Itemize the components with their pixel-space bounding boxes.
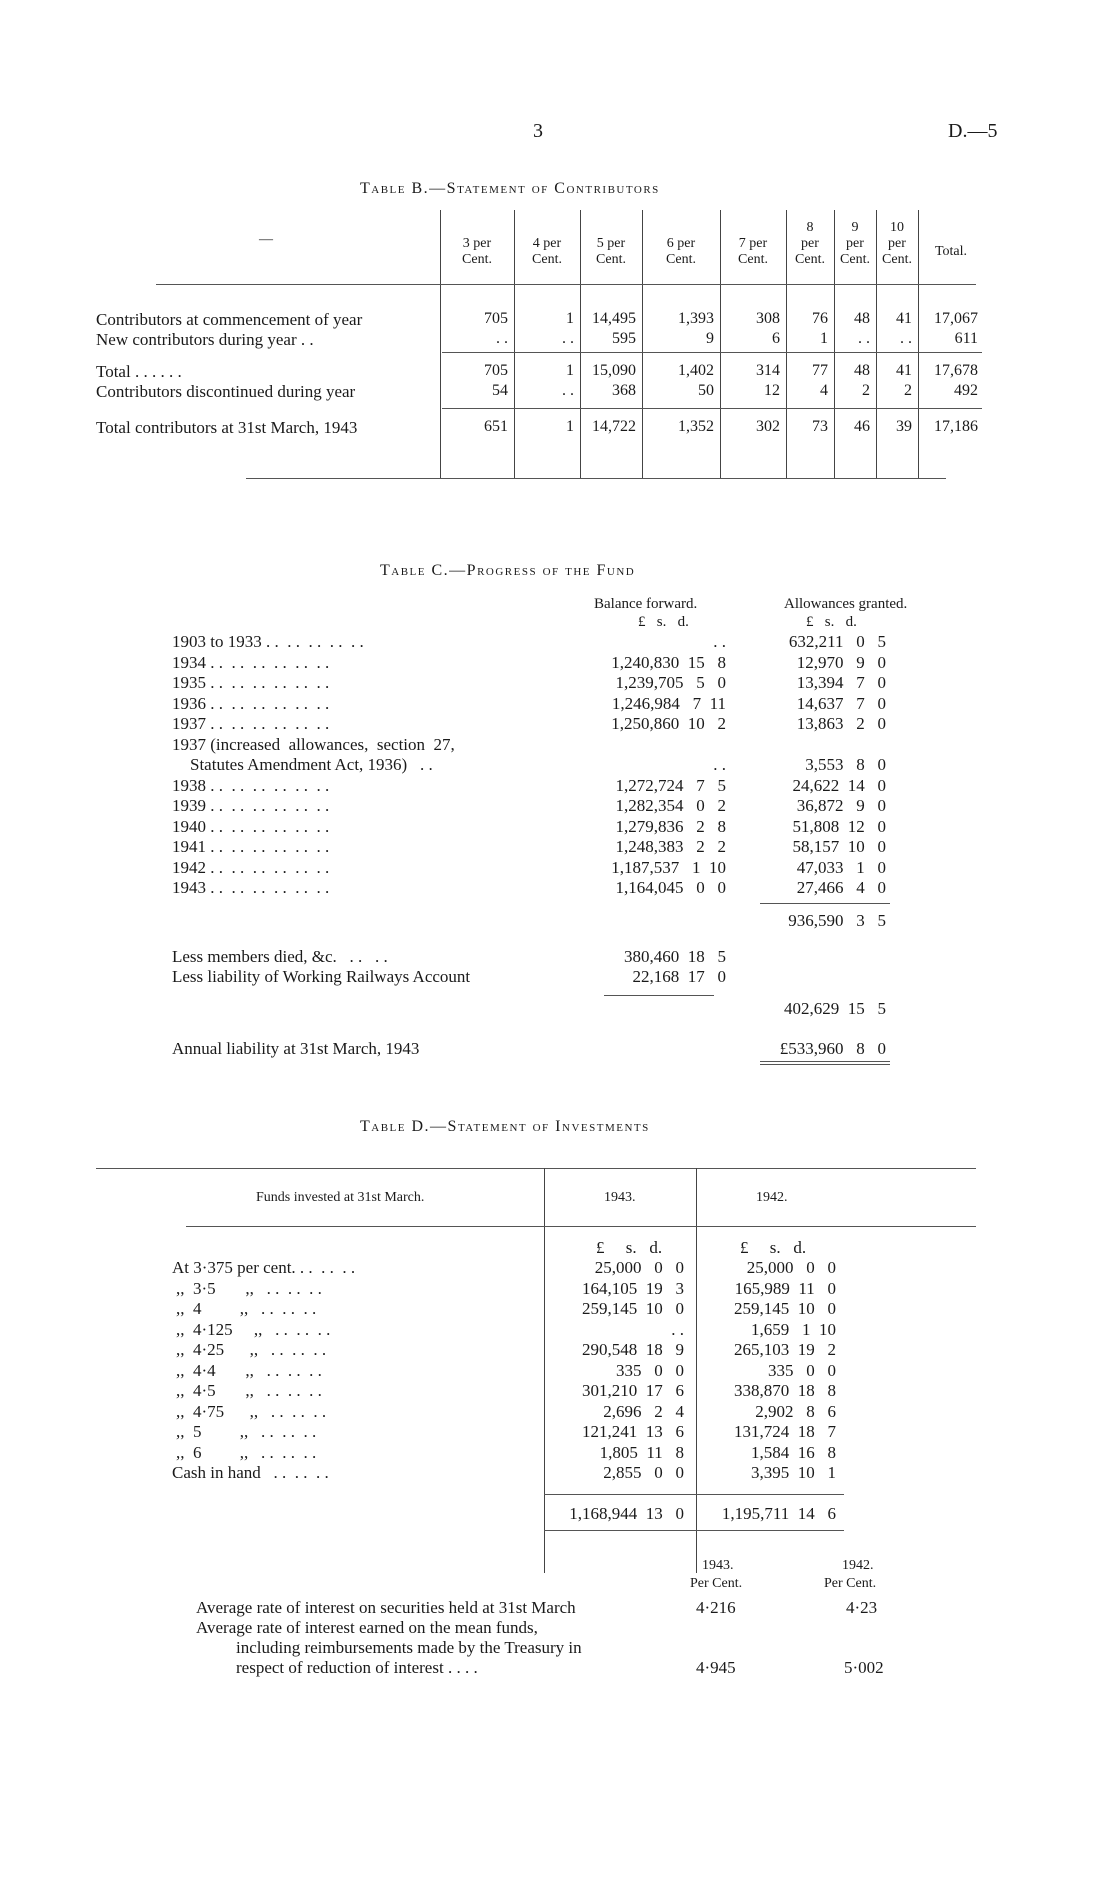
rate-mean-funds-line-2: including reimbursements made by the Treasury in bbox=[236, 1638, 582, 1657]
rates-unit-1943: Per Cent. bbox=[690, 1576, 743, 1591]
table-d-row-label: Cash in hand . . . . . . bbox=[172, 1463, 329, 1482]
table-b-cell: 4 bbox=[820, 382, 828, 399]
table-b-cell: 1,352 bbox=[678, 418, 714, 435]
table-c-allowance-value: 3,553 8 0 bbox=[805, 755, 886, 774]
table-d-year-1942: 1942. bbox=[756, 1190, 788, 1205]
table-d-row-label: ,, 5 ,, . . . . . . bbox=[176, 1422, 317, 1441]
table-c-balance-value: 1,279,836 2 8 bbox=[615, 816, 726, 836]
table-b-total-rule bbox=[442, 408, 982, 409]
table-d-row-label: ,, 4·4 ,, . . . . . . bbox=[176, 1360, 322, 1380]
table-c-title: Table C.—Progress of the Fund bbox=[380, 562, 636, 579]
table-c-balance-value: 1,248,383 2 2 bbox=[615, 837, 726, 856]
table-b-cell: 611 bbox=[954, 330, 978, 347]
table-b-row-label: Total . . . . . . bbox=[96, 362, 182, 381]
table-b-bottom-rule bbox=[246, 478, 946, 479]
table-b-column-header: 6 per Cent. bbox=[666, 236, 696, 267]
table-d-row-label: ,, 4·5 ,, . . . . . . bbox=[176, 1381, 322, 1400]
table-b-cell: 14,722 bbox=[592, 418, 636, 435]
table-b-cell: 77 bbox=[812, 362, 828, 379]
table-b-column-header: 3 per Cent. bbox=[462, 236, 492, 267]
table-d-value-1942: 131,724 18 7 bbox=[734, 1422, 836, 1441]
table-d-row-label: ,, 3·5 ,, . . . . . . bbox=[176, 1278, 322, 1298]
table-d-value-1942: 25,000 0 0 bbox=[746, 1258, 836, 1277]
table-b-cell: 651 bbox=[484, 418, 508, 435]
table-d-row-label: ,, 4·25 ,, . . . . . . bbox=[176, 1340, 327, 1359]
table-c-balance-value: 1,187,537 1 10 bbox=[611, 857, 726, 877]
table-b-cell: 1,393 bbox=[678, 310, 714, 327]
table-c-less-label: Less members died, &c. . . . . bbox=[172, 946, 388, 966]
table-c bbox=[172, 594, 952, 1064]
table-b-cell: 1 bbox=[566, 418, 574, 435]
rate-securities-1943: 4·216 bbox=[696, 1598, 736, 1617]
table-b-cell: 368 bbox=[612, 382, 636, 399]
table-b-cell: 705 bbox=[484, 310, 508, 327]
rate-securities-label: Average rate of interest on securities held at 31st March bbox=[196, 1598, 576, 1617]
table-d-value-1943: 2,696 2 4 bbox=[603, 1401, 684, 1421]
table-c-less-value: 22,168 17 0 bbox=[632, 966, 726, 986]
table-b-cell: 41 bbox=[896, 310, 912, 327]
table-d-value-1943: 2,855 0 0 bbox=[603, 1463, 684, 1482]
rates-unit-1942: Per Cent. bbox=[824, 1576, 877, 1591]
table-c-row-label: 1935 . . . . . . . . . . . . bbox=[172, 673, 330, 692]
table-d-value-1942: 1,659 1 10 bbox=[751, 1319, 836, 1339]
table-b-cell: 76 bbox=[812, 310, 828, 327]
table-b-column-header: 8 per Cent. bbox=[795, 220, 825, 267]
table-d-row-label: ,, 4·75 ,, . . . . . . bbox=[176, 1401, 327, 1421]
table-d-value-1943: 290,548 18 9 bbox=[582, 1340, 684, 1359]
table-c-row-label: 1937 (increased allowances, section 27, bbox=[172, 734, 455, 754]
table-b-column-header: 7 per Cent. bbox=[738, 236, 768, 267]
table-d-header-label: Funds invested at 31st March. bbox=[256, 1190, 425, 1205]
table-c-row-label: 1943 . . . . . . . . . . . . bbox=[172, 878, 330, 897]
table-c-annual-rule-1 bbox=[760, 1061, 890, 1062]
table-c-allowance-rule bbox=[760, 903, 890, 904]
table-b-cell: 41 bbox=[896, 362, 912, 379]
table-d-value-1942: 259,145 10 0 bbox=[734, 1299, 836, 1318]
table-b-column-header: 4 per Cent. bbox=[532, 236, 562, 267]
table-b-column-header: Total. bbox=[934, 244, 968, 259]
table-b-cell: 50 bbox=[698, 382, 714, 399]
table-d-units-1942: £ s. d. bbox=[740, 1238, 807, 1257]
table-d-total-rule bbox=[544, 1494, 844, 1495]
table-c-row-label: 1937 . . . . . . . . . . . . bbox=[172, 714, 330, 733]
page-number: 3 bbox=[533, 120, 543, 142]
table-d-title: Table D.—Statement of Investments bbox=[360, 1118, 650, 1135]
table-d-value-1943: 301,210 17 6 bbox=[582, 1381, 684, 1400]
table-c-allowance-subtotal: 936,590 3 5 bbox=[788, 910, 886, 930]
table-c-balance-value: 1,282,354 0 2 bbox=[615, 796, 726, 815]
table-b-cell: . . bbox=[496, 330, 508, 347]
table-c-row-label: 1934 . . . . . . . . . . . . bbox=[172, 652, 330, 672]
table-b-cell: 2 bbox=[862, 382, 870, 399]
table-d-value-1943: 164,105 19 3 bbox=[582, 1278, 684, 1298]
table-c-allowance-value: 58,157 10 0 bbox=[792, 837, 886, 856]
table-c-allowance-value: 13,863 2 0 bbox=[796, 714, 886, 733]
table-b-cell: 39 bbox=[896, 418, 912, 435]
table-c-row-label: 1936 . . . . . . . . . . . . bbox=[172, 693, 330, 713]
table-c-annual-value: £533,960 8 0 bbox=[779, 1038, 886, 1058]
table-d-year-1943: 1943. bbox=[604, 1190, 636, 1205]
table-c-row-label: Statutes Amendment Act, 1936) . . bbox=[190, 755, 433, 774]
table-c-balance-value: 1,246,984 7 11 bbox=[611, 693, 726, 713]
table-b-column-header: 9 per Cent. bbox=[840, 220, 870, 267]
rates-year-1942: 1942. bbox=[842, 1558, 874, 1573]
document-reference: D.—5 bbox=[948, 120, 998, 142]
rate-mean-funds-1942: 5·002 bbox=[844, 1658, 884, 1677]
table-d-top-rule bbox=[96, 1168, 976, 1169]
table-c-allowance-value: 12,970 9 0 bbox=[796, 652, 886, 672]
table-c-balance-value: 1,239,705 5 0 bbox=[615, 673, 726, 692]
table-c-balance-value: 1,164,045 0 0 bbox=[615, 878, 726, 897]
table-c-allowance-value: 36,872 9 0 bbox=[796, 796, 886, 815]
table-b-cell: 46 bbox=[854, 418, 870, 435]
table-d-value-1942: 165,989 11 0 bbox=[734, 1278, 836, 1298]
table-d-value-1942: 265,103 19 2 bbox=[734, 1340, 836, 1359]
table-c-balance-value: . . bbox=[713, 632, 726, 651]
table-c-less-rule bbox=[604, 995, 714, 996]
table-d-value-1942: 1,584 16 8 bbox=[751, 1442, 836, 1462]
table-d-value-1942: 2,902 8 6 bbox=[755, 1401, 836, 1421]
table-c-allowance-value: 13,394 7 0 bbox=[796, 673, 886, 692]
table-c-annual-rule-2 bbox=[760, 1064, 890, 1065]
table-b-row-label: Contributors discontinued during year bbox=[96, 382, 356, 401]
table-b-cell: 302 bbox=[756, 418, 780, 435]
table-c-annual-label: Annual liability at 31st March, 1943 bbox=[172, 1038, 420, 1058]
table-d-value-1943: 121,241 13 6 bbox=[582, 1422, 684, 1441]
table-b-cell: . . bbox=[900, 330, 912, 347]
table-d-value-1943: 259,145 10 0 bbox=[582, 1299, 684, 1318]
table-b-cell: 595 bbox=[612, 330, 636, 347]
table-c-allowance-value: 14,637 7 0 bbox=[796, 693, 886, 713]
table-b-cell: 1 bbox=[566, 362, 574, 379]
table-b-cell: 705 bbox=[484, 362, 508, 379]
table-c-less-value: 380,460 18 5 bbox=[624, 946, 726, 966]
table-c-balance-value: 1,272,724 7 5 bbox=[615, 775, 726, 795]
table-b-blank-header: — bbox=[259, 232, 273, 247]
table-c-balance-header: Balance forward. bbox=[594, 596, 698, 612]
table-c-allowances-header: Allowances granted. bbox=[784, 596, 908, 612]
table-b-cell: 17,186 bbox=[934, 418, 978, 435]
table-b-cell: 54 bbox=[492, 382, 508, 399]
table-c-row-label: 1938 . . . . . . . . . . . . bbox=[172, 775, 330, 795]
table-d bbox=[96, 1118, 984, 1558]
table-c-balance-units: £ s. d. bbox=[638, 614, 689, 630]
table-b-column-header: 5 per Cent. bbox=[596, 236, 626, 267]
table-d-row-label: ,, 4·125 ,, . . . . . . bbox=[176, 1319, 331, 1339]
table-b-cell: . . bbox=[858, 330, 870, 347]
table-b-cell: 6 bbox=[772, 330, 780, 347]
table-b-header-rule bbox=[156, 284, 976, 285]
rate-mean-funds-1943: 4·945 bbox=[696, 1658, 736, 1677]
table-b-cell: 492 bbox=[954, 382, 978, 399]
table-d-bottom-rule bbox=[544, 1530, 844, 1531]
table-b-cell: . . bbox=[562, 382, 574, 399]
table-d-value-1943: 1,805 11 8 bbox=[599, 1442, 684, 1462]
table-c-allowance-value: 632,211 0 5 bbox=[788, 632, 886, 651]
table-d-value-1942: 338,870 18 8 bbox=[734, 1381, 836, 1400]
table-b-title: Table B.—Statement of Contributors bbox=[360, 180, 660, 197]
table-c-row-label: 1941 . . . . . . . . . . . . bbox=[172, 837, 330, 856]
table-b-cell: 15,090 bbox=[592, 362, 636, 379]
rates-year-1943: 1943. bbox=[702, 1558, 734, 1573]
table-b-cell: 48 bbox=[854, 362, 870, 379]
table-c-allowance-value: 24,622 14 0 bbox=[792, 775, 886, 795]
table-b-cell: 14,495 bbox=[592, 310, 636, 327]
rate-mean-funds-line-1: Average rate of interest earned on the mean funds, bbox=[196, 1618, 538, 1637]
table-c-row-label: 1940 . . . . . . . . . . . . bbox=[172, 816, 330, 836]
table-b bbox=[96, 210, 984, 480]
table-c-allowance-value: 27,466 4 0 bbox=[796, 878, 886, 897]
table-c-less-label: Less liability of Working Railways Account bbox=[172, 966, 471, 986]
table-c-row-label: 1939 . . . . . . . . . . . . bbox=[172, 796, 330, 815]
table-d-row-label: At 3·375 per cent. . . . . . . bbox=[172, 1258, 356, 1277]
table-b-cell: 1 bbox=[820, 330, 828, 347]
table-b-cell: . . bbox=[562, 330, 574, 347]
table-b-row-label: Total contributors at 31st March, 1943 bbox=[96, 418, 358, 437]
table-d-units-1943: £ s. d. bbox=[596, 1238, 663, 1257]
table-c-allowance-value: 47,033 1 0 bbox=[796, 857, 886, 877]
table-b-cell: 2 bbox=[904, 382, 912, 399]
table-b-column-header: 10 per Cent. bbox=[882, 220, 912, 267]
rate-securities-1942: 4·23 bbox=[846, 1598, 878, 1617]
table-b-cell: 73 bbox=[812, 418, 828, 435]
table-b-cell: 17,678 bbox=[934, 362, 978, 379]
table-d-header-rule bbox=[186, 1226, 976, 1227]
table-c-balance-value: 1,240,830 15 8 bbox=[611, 652, 726, 672]
table-d-row-label: ,, 4 ,, . . . . . . bbox=[176, 1299, 317, 1318]
table-b-cell: 314 bbox=[756, 362, 780, 379]
table-c-balance-value: 1,250,860 10 2 bbox=[611, 714, 726, 733]
table-c-balance-value: . . bbox=[713, 755, 726, 774]
table-b-cell: 1,402 bbox=[678, 362, 714, 379]
table-b-cell: 9 bbox=[706, 330, 714, 347]
table-c-allowance-value: 51,808 12 0 bbox=[792, 816, 886, 836]
table-c-less-total: 402,629 15 5 bbox=[784, 998, 886, 1018]
table-b-cell: 1 bbox=[566, 310, 574, 327]
table-d-value-1943: 25,000 0 0 bbox=[594, 1258, 684, 1277]
table-b-row-label: Contributors at commencement of year bbox=[96, 310, 363, 329]
table-d-value-1942: 3,395 10 1 bbox=[751, 1463, 836, 1482]
table-c-row-label: 1903 to 1933 . . . . . . . . . . bbox=[172, 632, 364, 651]
table-b-subtotal-rule bbox=[442, 352, 982, 353]
table-c-allowances-units: £ s. d. bbox=[806, 614, 857, 630]
table-b-cell: 17,067 bbox=[934, 310, 978, 327]
table-d-total-1942: 1,195,711 14 6 bbox=[721, 1503, 836, 1523]
table-c-row-label: 1942 . . . . . . . . . . . . bbox=[172, 857, 330, 877]
table-b-cell: 308 bbox=[756, 310, 780, 327]
table-d-total-1943: 1,168,944 13 0 bbox=[569, 1503, 684, 1523]
table-b-row-label: New contributors during year . . bbox=[96, 330, 314, 349]
table-d-row-label: ,, 6 ,, . . . . . . bbox=[176, 1442, 317, 1462]
table-d-value-1943: 335 0 0 bbox=[616, 1360, 684, 1380]
table-d-value-1943: . . bbox=[671, 1319, 684, 1339]
table-b-cell: 48 bbox=[854, 310, 870, 327]
rate-mean-funds-line-3: respect of reduction of interest . . . . bbox=[236, 1658, 478, 1677]
table-b-cell: 12 bbox=[764, 382, 780, 399]
table-d-value-1942: 335 0 0 bbox=[768, 1360, 836, 1380]
